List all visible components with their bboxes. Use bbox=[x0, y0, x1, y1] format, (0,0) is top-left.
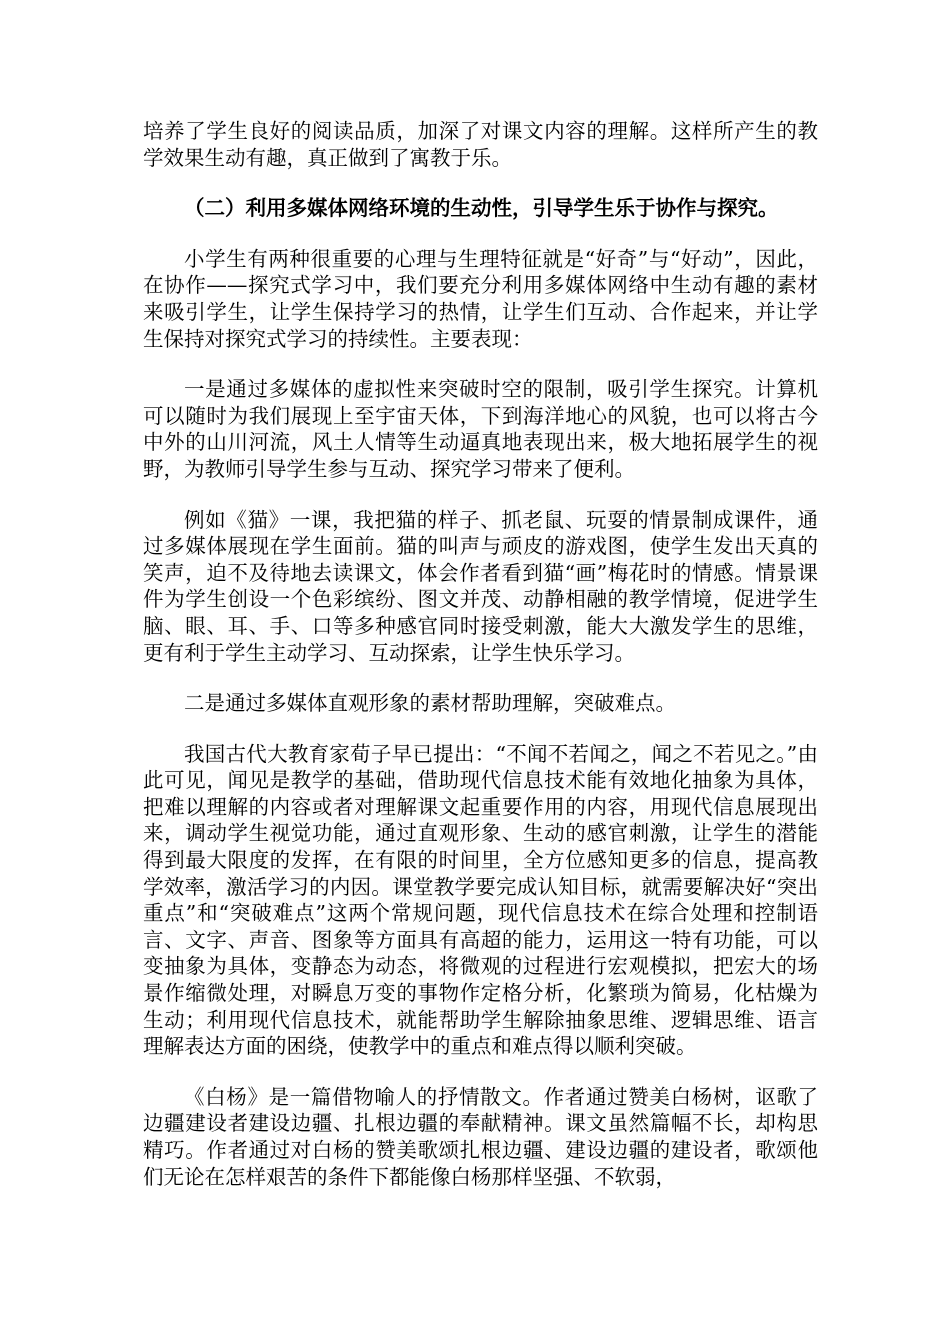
paragraph-point-one: 一是通过多媒体的虚拟性来突破时空的限制，吸引学生探究。计算机可以随时为我们展现上至宇宙天体，下到海洋地心的风貌，也可以将古今中外的山川河流，风土人情等生动逼真地表现出来，极大地拓展学生的视野，为教师引导学生参与互动、探究学习带来了便利。 bbox=[143, 377, 818, 481]
paragraph-cat-example: 例如《猫》一课，我把猫的样子、抓老鼠、玩耍的情景制成课件，通过多媒体展现在学生面前。猫的叫声与顽皮的游戏图，使学生发出天真的笑声，迫不及待地去读课文，体会作者看到猫“画”梅花时的情感。情景课件为学生创设一个色彩缤纷、图文并茂、动静相融的教学情境，促进学生脑、眼、耳、手、口等多种感官同时接受刺激，能大大激发学生的思维，更有利于学生主动学习、互动探索，让学生快乐学习。 bbox=[143, 507, 818, 665]
paragraph-xunzi: 我国古代大教育家荀子早已提出：“不闻不若闻之，闻之不若见之。”由此可见，闻见是教学的基础，借助现代信息技术能有效地化抽象为具体，把难以理解的内容或者对理解课文起重要作用的内容，用现代信息展现出来，调动学生视觉功能，通过直观形象、生动的感官刺激，让学生的潜能得到最大限度的发挥，在有限的时间里，全方位感知更多的信息，提高教学效率，激活学习的内因。课堂教学要完成认知目标，就需要解决好“突出重点”和“突破难点”这两个常规问题，现代信息技术在综合处理和控制语言、文字、声音、图象等方面具有高超的能力，运用这一特有功能，可以变抽象为具体，变静态为动态，将微观的过程进行宏观模拟，把宏大的场景作缩微处理，对瞬息万变的事物作定格分析，化繁琐为简易，化枯燥为生动；利用现代信息技术，就能帮助学生解除抽象思维、逻辑思维、语言理解表达方面的困绕，使教学中的重点和难点得以顺利突破。 bbox=[143, 741, 818, 1059]
section-heading: （二）利用多媒体网络环境的生动性，引导学生乐于协作与探究。 bbox=[184, 196, 779, 221]
paragraph-point-two: 二是通过多媒体直观形象的素材帮助理解，突破难点。 bbox=[184, 691, 676, 716]
paragraph-intro: 小学生有两种很重要的心理与生理特征就是“好奇”与“好动”，因此，在协作——探究式学习中，我们要充分利用多媒体网络中生动有趣的素材来吸引学生，让学生保持学习的热情，让学生们互动、合作起来，并让学生保持对探究式学习的持续性。主要表现： bbox=[143, 246, 818, 351]
paragraph-continuation: 培养了学生良好的阅读品质，加深了对课文内容的理解。这样所产生的教学效果生动有趣，真正做到了寓教于乐。 bbox=[143, 119, 818, 170]
document-page bbox=[143, 118, 818, 1214]
paragraph-baiyang: 《白杨》是一篇借物喻人的抒情散文。作者通过赞美白杨树，讴歌了边疆建设者建设边疆、扎根边疆的奉献精神。课文虽然篇幅不长，却构思精巧。作者通过对白杨的赞美歌颂扎根边疆、建设边疆的建设者，歌颂他们无论在怎样艰苦的条件下都能像白杨那样坚强、不软弱， bbox=[143, 1084, 818, 1189]
